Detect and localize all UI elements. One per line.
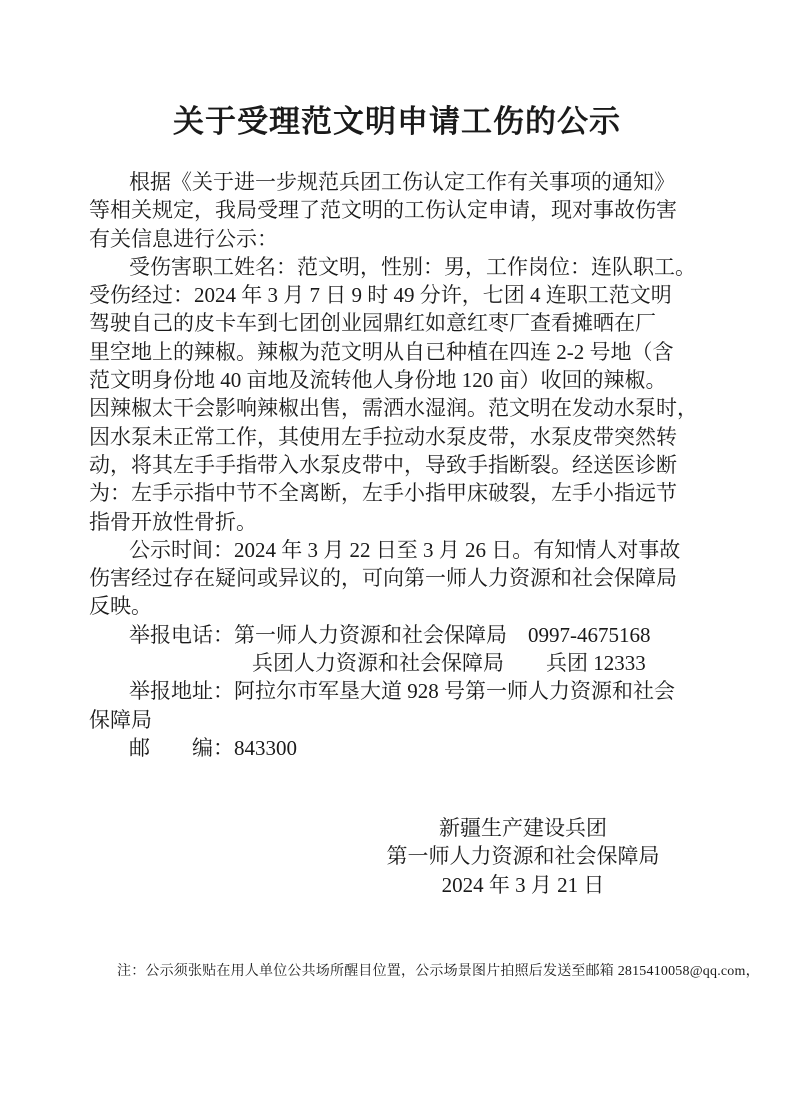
body-line-report-phone-2: 兵团人力资源和社会保障局 兵团 12333 — [252, 651, 646, 676]
document-title: 关于受理范文明申请工伤的公示 — [173, 104, 621, 139]
signature-block — [368, 814, 678, 899]
body-line: 反映。 — [89, 594, 152, 619]
document-body — [89, 168, 711, 762]
body-line: 动，将其左手手指带入水泵皮带中，导致手指断裂。经送医诊断 — [89, 452, 677, 477]
body-line-public-notice-period: 公示时间：2024 年 3 月 22 日至 3 月 26 日。有知情人对事故 — [129, 537, 681, 562]
body-line: 受伤经过：2024 年 3 月 7 日 9 时 49 分许，七团 4 连职工范文明 — [89, 283, 672, 308]
body-line-postal-code: 邮 编：843300 — [129, 735, 297, 760]
body-line: 等相关规定，我局受理了范文明的工伤认定申请，现对事故伤害 — [89, 198, 677, 223]
body-line: 根据《关于进一步规范兵团工伤认定工作有关事项的通知》 — [129, 170, 675, 194]
body-line-report-phone: 举报电话：第一师人力资源和社会保障局 0997-4675168 — [129, 622, 651, 647]
signature-date: 2024 年 3 月 21 日 — [441, 872, 605, 897]
body-line: 范文明身份地 40 亩地及流转他人身份地 120 亩）收回的辣椒。 — [89, 368, 667, 393]
body-line: 指骨开放性骨折。 — [89, 509, 257, 534]
footer-note: 注：公示须张贴在用人单位公共场所醒目位置，公示场景图片拍照后发送至邮箱 2815410058@qq.com， — [117, 964, 760, 979]
signature-bureau: 第一师人力资源和社会保障局 — [386, 844, 660, 869]
body-line: 驾驶自己的皮卡车到七团创业园鼎红如意红枣厂查看摊晒在厂 — [89, 311, 656, 336]
body-line: 保障局 — [89, 707, 152, 732]
body-line: 有关信息进行公示： — [89, 226, 278, 251]
body-line: 因水泵未正常工作，其使用左手拉动水泵皮带，水泵皮带突然转 — [89, 424, 677, 449]
body-line: 因辣椒太干会影响辣椒出售，需洒水湿润。范文明在发动水泵时， — [89, 396, 698, 421]
body-line: 受伤害职工姓名：范文明，性别：男，工作岗位：连队职工。 — [129, 254, 696, 279]
body-line: 里空地上的辣椒。辣椒为范文明从自已种植在四连 2-2 号地（含 — [89, 339, 674, 364]
signature-org: 新疆生产建设兵团 — [439, 816, 607, 840]
body-line: 为：左手示指中节不全离断，左手小指甲床破裂，左手小指远节 — [89, 481, 677, 506]
body-line: 伤害经过存在疑问或异议的，可向第一师人力资源和社会保障局 — [89, 566, 677, 591]
body-line-report-address: 举报地址：阿拉尔市军垦大道 928 号第一师人力资源和社会 — [129, 679, 675, 704]
